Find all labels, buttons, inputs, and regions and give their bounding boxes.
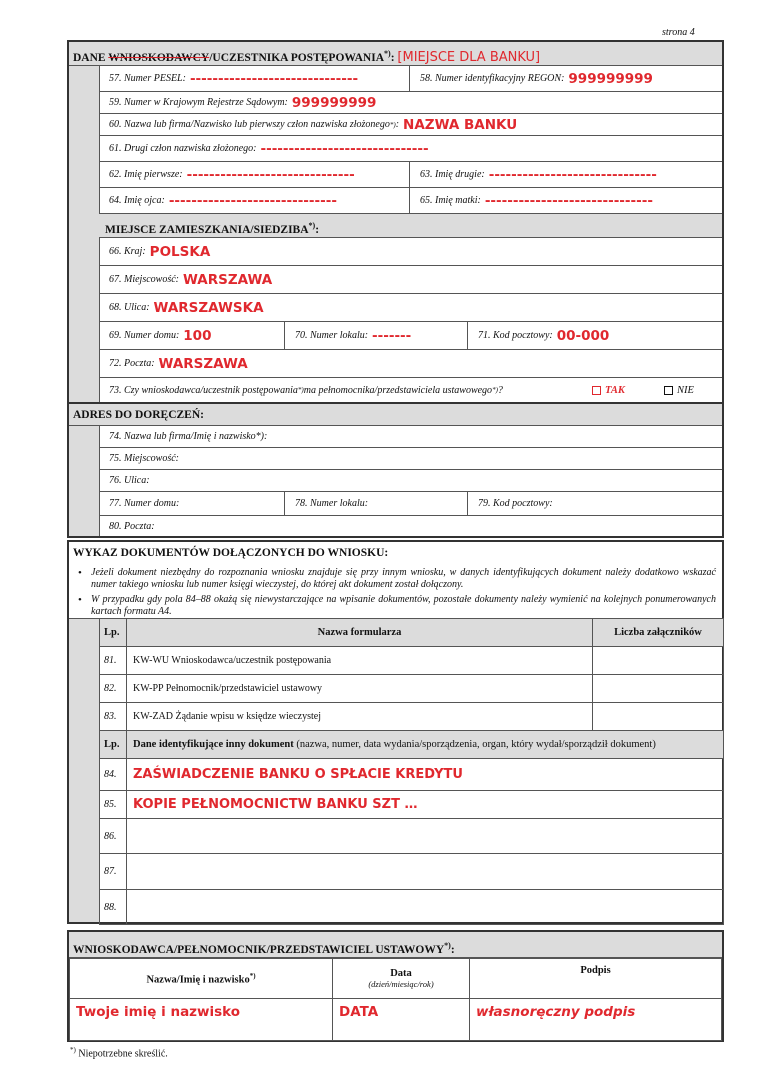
checkbox-icon bbox=[592, 386, 601, 395]
footnote: *) Niepotrzebne skreślić. bbox=[70, 1046, 168, 1060]
row-80 bbox=[99, 516, 722, 536]
row-64-65 bbox=[99, 188, 722, 214]
row-74 bbox=[99, 426, 722, 448]
field-57-pesel[interactable]: 57. Numer PESEL: ------------------------------ bbox=[109, 70, 359, 87]
table-row: 87. bbox=[100, 854, 724, 890]
field-60-name[interactable]: 60. Nazwa lub firma/Nazwisko lub pierwszy człon nazwiska złożonego *) : NAZWA BANKU bbox=[109, 116, 518, 133]
row-69-71 bbox=[99, 322, 722, 350]
signature-table bbox=[69, 958, 722, 1041]
other-doc-header: Dane identyfikujące inny dokument (nazwa, numer, data wydania/sporządzenia, organ, który wydał/sporządził dokument) bbox=[127, 731, 724, 759]
field-77-house-number[interactable]: 77. Numer domu: bbox=[109, 498, 180, 509]
documents-instructions bbox=[75, 567, 716, 621]
col-count-header: Liczba załączników bbox=[593, 619, 724, 647]
table-row: 84. ZAŚWIADCZENIE BANKU O SPŁACIE KREDYTU bbox=[100, 759, 724, 791]
col-date-header: Data (dzień/miesiąc/rok) bbox=[333, 959, 470, 999]
table-row: 83. KW-ZAD Żądanie wpisu w księdze wieczystej bbox=[100, 703, 724, 731]
field-59-krs[interactable]: 59. Numer w Krajowym Rejestrze Sądowym: 999999999 bbox=[109, 94, 377, 111]
signatory-name-field[interactable]: Twoje imię i nazwisko bbox=[70, 999, 333, 1041]
field-79-postal-code[interactable]: 79. Kod pocztowy: bbox=[478, 498, 553, 509]
other-doc-field[interactable] bbox=[127, 854, 724, 890]
applicant-title-fill[interactable]: [MIEJSCE DLA BANKU] bbox=[397, 49, 541, 65]
row-68 bbox=[99, 294, 722, 322]
table-row: 86. bbox=[100, 819, 724, 854]
attachment-count-input[interactable] bbox=[593, 647, 724, 675]
row-75 bbox=[99, 448, 722, 470]
option-no-checkbox[interactable]: NIE bbox=[664, 378, 694, 402]
signature-section bbox=[67, 930, 724, 1042]
field-80-post-office[interactable]: 80. Poczta: bbox=[109, 520, 155, 532]
row-61 bbox=[99, 136, 722, 162]
row-60 bbox=[99, 114, 722, 136]
row-66 bbox=[99, 238, 722, 266]
instruction-bullet: • W przypadku gdy pola 84–88 okażą się niewystarczające na wpisanie dokumentów, pozostałe dokumenty należy wymienić na kolejnych ponumerowanych kartach formatu A4. bbox=[75, 594, 716, 618]
field-73-question: 73. Czy wnioskodawca/uczestnik postępowania *) ma pełnomocnika/przedstawiciela ustawowego *) ? bbox=[109, 384, 503, 396]
page-number: strona 4 bbox=[662, 27, 695, 38]
col-name-header: Nazwa formularza bbox=[127, 619, 593, 647]
row-77-79 bbox=[99, 492, 722, 516]
field-78-apartment-number[interactable]: 78. Numer lokalu: bbox=[295, 498, 369, 509]
field-58-regon[interactable]: 58. Numer identyfikacyjny REGON: 999999999 bbox=[420, 70, 653, 87]
applicant-section bbox=[67, 40, 724, 404]
row-73 bbox=[99, 378, 722, 402]
delivery-section bbox=[67, 402, 724, 538]
other-documents-table bbox=[99, 730, 724, 925]
other-doc-field[interactable]: KOPIE PEŁNOMOCNICTW BANKU SZT … bbox=[127, 791, 724, 819]
row-59 bbox=[99, 92, 722, 114]
left-gutter bbox=[69, 426, 100, 536]
applicant-section-title: DANE WNIOSKODAWCY/UCZESTNIKA POSTĘPOWANIA*): [MIEJSCE DLA BANKU] bbox=[69, 42, 722, 66]
col-sign-header: Podpis bbox=[470, 959, 722, 999]
checkbox-icon bbox=[664, 386, 673, 395]
other-doc-field[interactable] bbox=[127, 890, 724, 925]
field-75-city[interactable]: 75. Miejscowość: bbox=[109, 453, 179, 464]
row-72 bbox=[99, 350, 722, 378]
signature-section-title: WNIOSKODAWCA/PEŁNOMOCNIK/PRZEDSTAWICIEL USTAWOWY*): bbox=[69, 932, 722, 958]
documents-section-title: WYKAZ DOKUMENTÓW DOŁĄCZONYCH DO WNIOSKU: bbox=[69, 542, 722, 564]
other-doc-field[interactable]: ZAŚWIADCZENIE BANKU O SPŁACIE KREDYTU bbox=[127, 759, 724, 791]
field-68-street[interactable]: 68. Ulica: WARSZAWSKA bbox=[109, 299, 264, 316]
field-76-street[interactable]: 76. Ulica: bbox=[109, 475, 150, 486]
attachment-count-input[interactable] bbox=[593, 675, 724, 703]
delivery-section-title: ADRES DO DORĘCZEŃ: bbox=[69, 404, 722, 426]
field-70-apartment-number[interactable]: 70. Numer lokalu: ------- bbox=[295, 327, 412, 344]
field-72-post-office[interactable]: 72. Poczta: WARSZAWA bbox=[109, 355, 248, 372]
field-62-first-name[interactable]: 62. Imię pierwsze: ------------------------------ bbox=[109, 166, 355, 183]
left-gutter bbox=[69, 66, 100, 402]
table-row: 85. KOPIE PEŁNOMOCNICTW BANKU SZT … bbox=[100, 791, 724, 819]
field-69-house-number[interactable]: 69. Numer domu: 100 bbox=[109, 327, 212, 344]
field-71-postal-code[interactable]: 71. Kod pocztowy: 00-000 bbox=[478, 327, 610, 344]
row-67 bbox=[99, 266, 722, 294]
field-61-second-surname[interactable]: 61. Drugi człon nazwiska złożonego: ------------------------------ bbox=[109, 140, 429, 157]
documents-section bbox=[67, 540, 724, 924]
field-67-city[interactable]: 67. Miejscowość: WARSZAWA bbox=[109, 271, 273, 288]
col-lp-header: Lp. bbox=[100, 731, 127, 759]
field-65-mother-name[interactable]: 65. Imię matki: ------------------------------ bbox=[420, 192, 653, 209]
table-row: 81. KW-WU Wnioskodawca/uczestnik postępowania bbox=[100, 647, 724, 675]
table-row: 88. bbox=[100, 890, 724, 925]
field-64-father-name[interactable]: 64. Imię ojca: ------------------------------ bbox=[109, 192, 337, 209]
field-74-name[interactable]: 74. Nazwa lub firma/Imię i nazwisko*): bbox=[109, 431, 268, 442]
row-76 bbox=[99, 470, 722, 492]
option-yes-checkbox[interactable]: TAK bbox=[592, 378, 625, 402]
signature-field[interactable]: własnoręczny podpis bbox=[470, 999, 722, 1041]
row-57-58 bbox=[99, 66, 722, 92]
field-63-second-name[interactable]: 63. Imię drugie: ------------------------------ bbox=[420, 166, 657, 183]
attachment-count-input[interactable] bbox=[593, 703, 724, 731]
forms-table bbox=[99, 618, 724, 731]
left-gutter bbox=[69, 618, 100, 922]
row-62-63 bbox=[99, 162, 722, 188]
signature-date-field[interactable]: DATA bbox=[333, 999, 470, 1041]
residence-subheading: MIEJSCE ZAMIESZKANIA/SIEDZIBA*): bbox=[99, 214, 722, 238]
instruction-bullet: • Jeżeli dokument niezbędny do rozpoznania wniosku znajduje się przy innym wniosku, w danych identyfikujących dokument należy dodatkowo wskazać numer takiego wniosku lub numer księgi wieczystej, do której akt dokument został dołączony. bbox=[75, 567, 716, 591]
other-doc-field[interactable] bbox=[127, 819, 724, 854]
col-lp-header: Lp. bbox=[100, 619, 127, 647]
table-row: 82. KW-PP Pełnomocnik/przedstawiciel ustawowy bbox=[100, 675, 724, 703]
field-66-country[interactable]: 66. Kraj: POLSKA bbox=[109, 243, 211, 260]
col-name-header: Nazwa/Imię i nazwisko*) bbox=[70, 959, 333, 999]
